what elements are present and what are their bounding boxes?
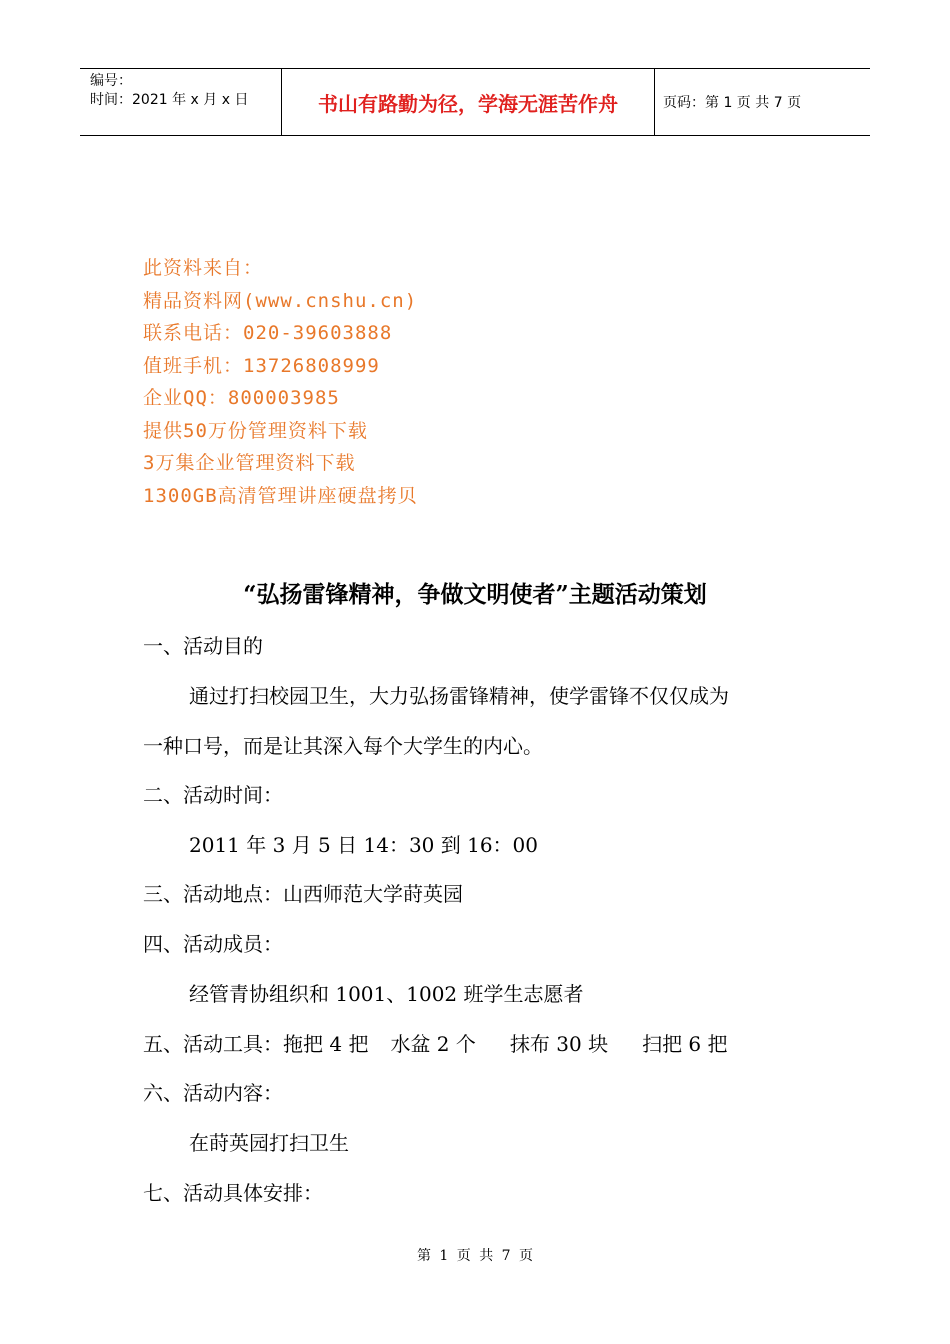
section-4-text: 经管青协组织和 1001、1002 班学生志愿者 [189, 982, 584, 1006]
document-title: “弘扬雷锋精神，争做文明使者”主题活动策划 [243, 581, 707, 608]
source-line: 3万集企业管理资料下载 [143, 452, 356, 474]
page-footer: 第 1 页 共 7 页 [416, 1248, 534, 1264]
page-header [80, 68, 870, 136]
section-2-text: 2011 年 3 月 5 日 14：30 到 16：00 [189, 833, 539, 857]
tool-basin: 水盆 2 个 [390, 1032, 476, 1056]
section-1-text-continued: 一种口号，而是让其深入每个大学生的内心。 [143, 734, 543, 758]
section-4-heading: 四、活动成员： [143, 932, 283, 956]
header-page-info: 页码：第 1 页 共 7 页 [663, 95, 802, 111]
header-motto-cell [282, 69, 655, 135]
tool-broom: 扫把 6 把 [642, 1032, 728, 1056]
section-2-heading: 二、活动时间： [143, 783, 283, 807]
section-6-text: 在莳英园打扫卫生 [189, 1131, 349, 1155]
section-1-text: 通过打扫校园卫生，大力弘扬雷锋精神，使学雷锋不仅仅成为 [189, 684, 729, 708]
section-5-tools [143, 1029, 728, 1059]
time-label: 时间：2021 年 x 月 x 日 [90, 92, 249, 108]
source-line: 值班手机：13726808999 [143, 354, 380, 377]
section-6-heading: 六、活动内容： [143, 1081, 283, 1105]
header-page-cell [655, 69, 870, 135]
source-line: 精品资料网(www.cnshu.cn) [143, 289, 418, 312]
section-7-heading: 七、活动具体安排： [143, 1181, 323, 1205]
serial-label: 编号： [90, 73, 132, 89]
source-info-block [143, 252, 418, 512]
source-line: 提供50万份管理资料下载 [143, 419, 368, 442]
motto-text: 书山有路勤为径，学海无涯苦作舟 [318, 92, 618, 116]
section-5-label: 五、活动工具：拖把 4 把 [143, 1032, 369, 1056]
source-line: 此资料来自： [143, 257, 264, 279]
source-line: 联系电话：020-39603888 [143, 322, 393, 344]
source-line: 1300GB高清管理讲座硬盘拷贝 [143, 484, 418, 507]
tool-cloth: 抹布 30 块 [509, 1032, 609, 1056]
header-meta-cell [80, 69, 282, 135]
section-3-line: 三、活动地点：山西师范大学莳英园 [143, 882, 463, 906]
section-1-heading: 一、活动目的 [143, 634, 263, 658]
source-line: 企业QQ：800003985 [143, 387, 340, 409]
